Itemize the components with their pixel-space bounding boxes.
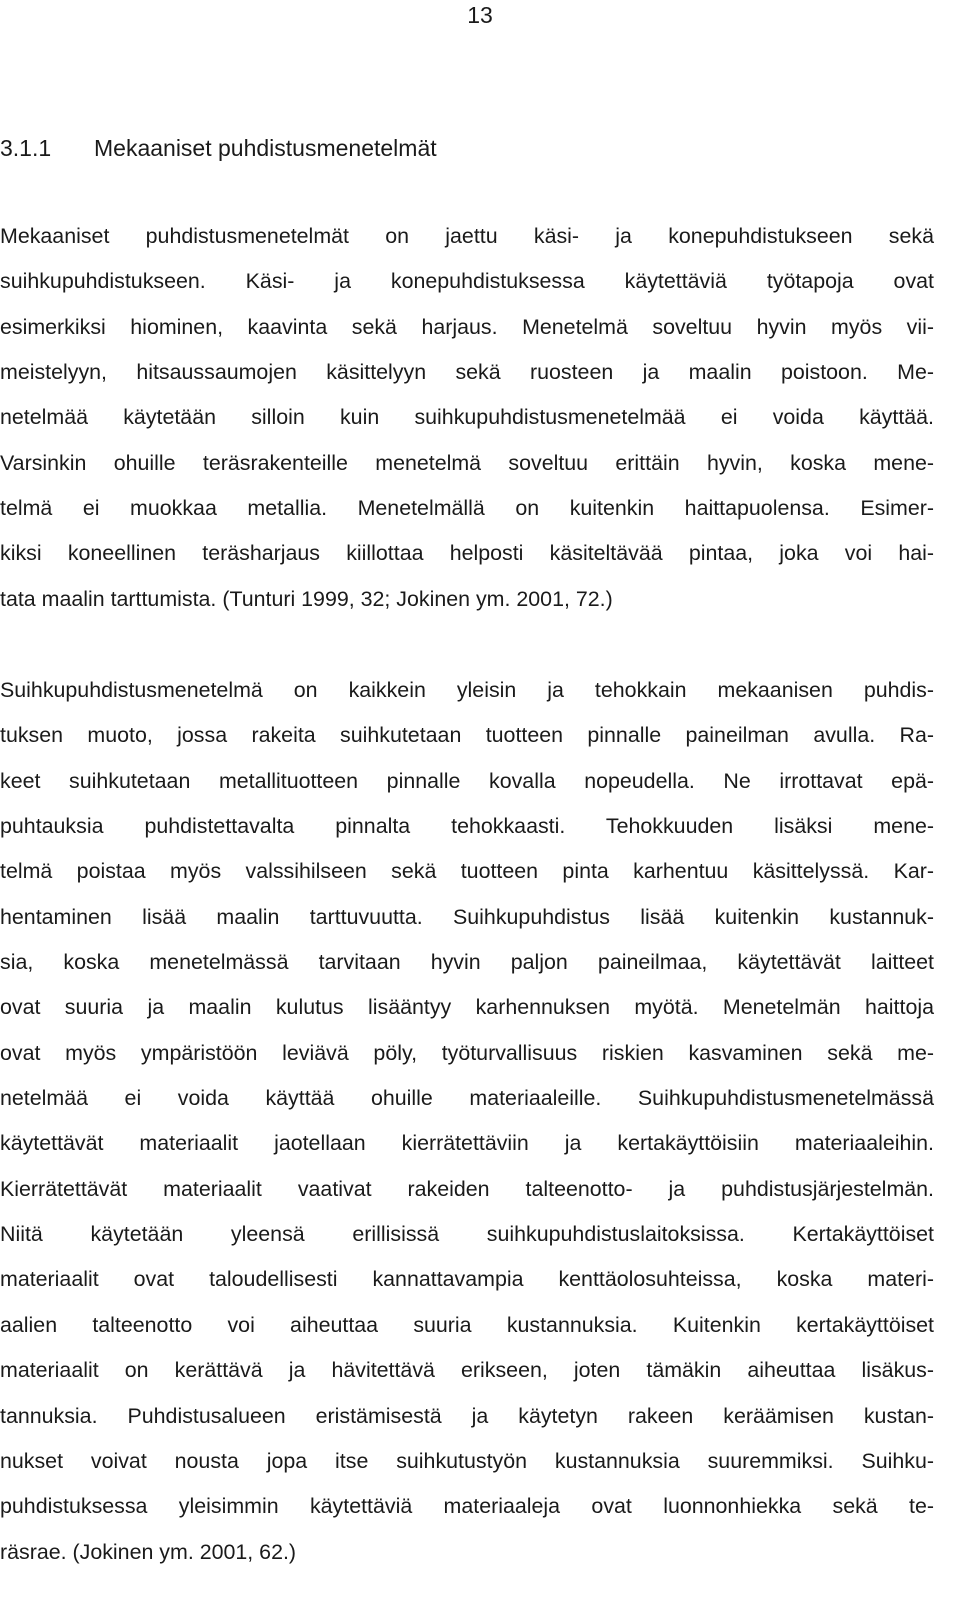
- paragraph-line: telmä poistaa myös valssihilseen sekä tuotteen pinta karhentuu käsittelyssä. Kar-: [0, 859, 934, 884]
- paragraph-line: puhtauksia puhdistettavalta pinnalta tehokkaasti. Tehokkuuden lisäksi mene-: [0, 814, 934, 839]
- paragraph-line: Kierrätettävät materiaalit vaativat rakeiden talteenotto- ja puhdistusjärjestelmän.: [0, 1176, 934, 1201]
- paragraph-line: hentaminen lisää maalin tarttuvuutta. Suihkupuhdistus lisää kuitenkin kustannuk-: [0, 904, 934, 929]
- paragraph-line: netelmää ei voida käyttää ohuille materiaaleille. Suihkupuhdistusmenetelmässä: [0, 1086, 934, 1111]
- paragraph-line: nukset voivat nousta jopa itse suihkutustyön kustannuksia suuremmiksi. Suihku-: [0, 1448, 934, 1473]
- paragraph-line: Niitä käytetään yleensä erillisissä suihkupuhdistuslaitoksissa. Kertakäyttöiset: [0, 1222, 934, 1247]
- paragraph-line: räsrae. (Jokinen ym. 2001, 62.): [0, 1539, 297, 1564]
- paragraph-line: tannuksia. Puhdistusalueen eristämisestä ja käytetyn rakeen keräämisen kustan-: [0, 1403, 934, 1428]
- paragraph-line: keet suihkutetaan metallituotteen pinnalle kovalla nopeudella. Ne irrottavat epä-: [0, 768, 934, 793]
- section-number: 3.1.1: [0, 135, 52, 161]
- page-number: 13: [467, 2, 493, 28]
- paragraph-line: materiaalit ovat taloudellisesti kannattavampia kenttäolosuhteissa, koska materi-: [0, 1267, 934, 1292]
- section-heading: [0, 132, 437, 164]
- paragraph-line: materiaalit on kerättävä ja hävitettävä erikseen, joten tämäkin aiheuttaa lisäkus-: [0, 1358, 934, 1383]
- paragraph-line: Suihkupuhdistusmenetelmä on kaikkein yleisin ja tehokkain mekaanisen puhdis-: [0, 678, 934, 702]
- paragraph-line: tuksen muoto, jossa rakeita suihkutetaan tuotteen pinnalle paineilman avulla. Ra-: [0, 723, 934, 748]
- paragraph-line: telmä ei muokkaa metallia. Menetelmällä on kuitenkin haittapuolensa. Esimer-: [0, 496, 934, 521]
- section-title: Mekaaniset puhdistusmenetelmät: [94, 135, 437, 161]
- paragraph-line: suihkupuhdistukseen. Käsi- ja konepuhdistuksessa käytettäviä työtapoja ovat: [0, 269, 934, 294]
- paragraph: [0, 668, 934, 1575]
- paragraph-line: puhdistuksessa yleisimmin käytettäviä materiaaleja ovat luonnonhiekka sekä te-: [0, 1494, 934, 1519]
- paragraph-line: ovat myös ympäristöön leviävä pöly, työturvallisuus riskien kasvaminen sekä me-: [0, 1040, 934, 1065]
- paragraph-line: esimerkiksi hiominen, kaavinta sekä harjaus. Menetelmä soveltuu hyvin myös vii-: [0, 314, 934, 339]
- paragraph-line: netelmää käytetään silloin kuin suihkupuhdistusmenetelmää ei voida käyttää.: [0, 405, 934, 430]
- paragraph-line: tata maalin tarttumista. (Tunturi 1999, 32; Jokinen ym. 2001, 72.): [0, 586, 613, 611]
- paragraph: [0, 214, 934, 622]
- paragraph-line: kiksi koneellinen teräsharjaus kiillottaa helposti käsiteltävää pintaa, joka voi hai-: [0, 541, 934, 566]
- paragraph-line: Mekaaniset puhdistusmenetelmät on jaettu käsi- ja konepuhdistukseen sekä: [0, 224, 934, 248]
- paragraph-line: sia, koska menetelmässä tarvitaan hyvin paljon paineilmaa, käytettävät laitteet: [0, 950, 934, 975]
- paragraph-line: aalien talteenotto voi aiheuttaa suuria kustannuksia. Kuitenkin kertakäyttöiset: [0, 1312, 934, 1337]
- paragraph-line: Varsinkin ohuille teräsrakenteille menetelmä soveltuu erittäin hyvin, koska mene-: [0, 450, 934, 475]
- paragraph-line: käytettävät materiaalit jaotellaan kierrätettäviin ja kertakäyttöisiin materiaaleihin.: [0, 1131, 934, 1156]
- paragraph-line: meistelyyn, hitsaussaumojen käsittelyyn sekä ruosteen ja maalin poistoon. Me-: [0, 360, 934, 385]
- paragraph-line: ovat suuria ja maalin kulutus lisääntyy karhennuksen myötä. Menetelmän haittoja: [0, 995, 934, 1020]
